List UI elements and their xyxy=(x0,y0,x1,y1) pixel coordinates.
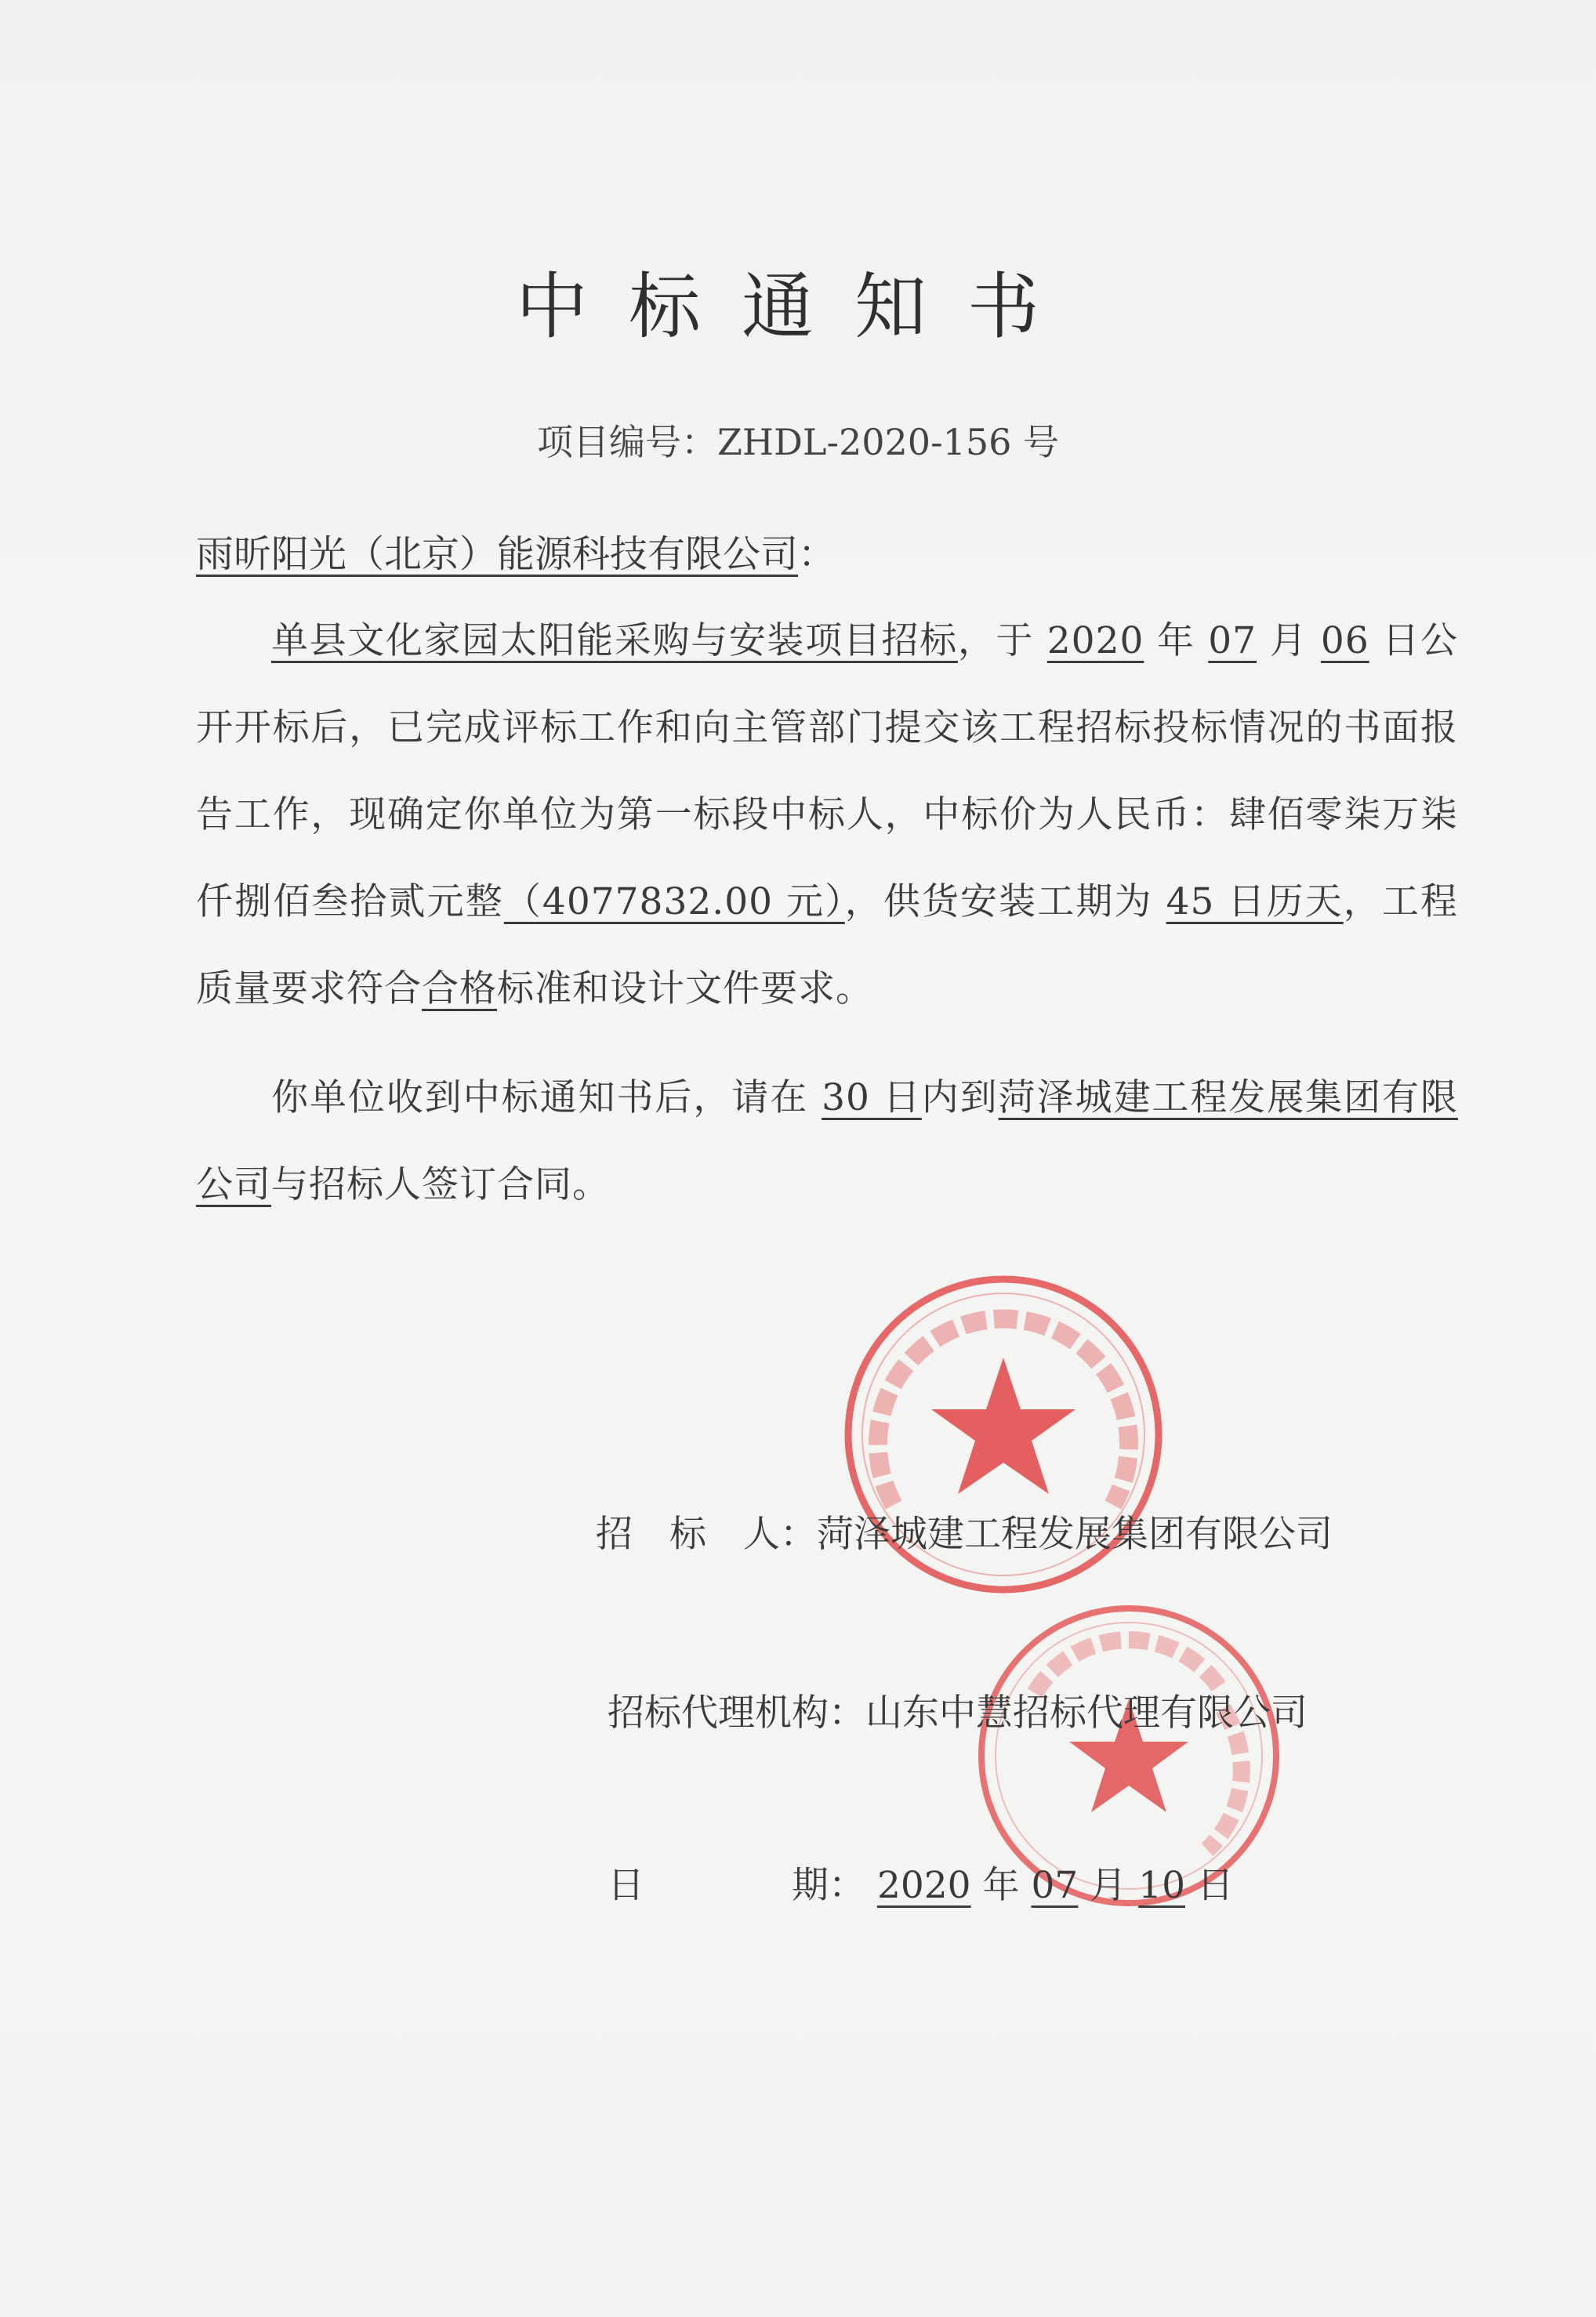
tenderer-label: 招 标 人： xyxy=(596,1513,817,1556)
agency-name: 山东中慧招标代理有限公司 xyxy=(865,1692,1308,1735)
text-fragment: 与招标人签订合同。 xyxy=(271,1163,610,1206)
project-number: 项目编号：ZHDL-2020-156 号 xyxy=(536,421,1060,463)
tenderer-row xyxy=(596,1505,1333,1557)
quality-requirement: 合格 xyxy=(422,967,497,1010)
project-name: 单县文化家园太阳能采购与安装项目招标 xyxy=(271,619,958,662)
text-fragment: 标准和设计文件要求。 xyxy=(497,967,873,1010)
text-fragment: 月 xyxy=(1078,1864,1139,1907)
document-title: 中标通知书 xyxy=(515,265,1080,349)
open-day: 06 xyxy=(1320,619,1369,662)
text-fragment: 日公开开标后，已完成评标工作和向主管部门提交该工程招标投标情况的书面报告工作，现确定你单位为第一标段中标人，中标价为人民币：肆佰零柒万柒仟捌佰叁拾贰元整 xyxy=(196,619,1458,923)
open-month: 07 xyxy=(1208,619,1257,662)
text-fragment: 内到 xyxy=(921,1076,999,1119)
addressee-name: 雨昕阳光（北京）能源科技有限公司 xyxy=(196,532,799,576)
date-row xyxy=(608,1856,1234,1909)
open-year: 2020 xyxy=(1046,619,1144,662)
date-month: 07 xyxy=(1031,1864,1079,1907)
agency-label: 招标代理机构： xyxy=(608,1692,865,1735)
tenderer-name: 菏泽城建工程发展集团有限公司 xyxy=(817,1513,1333,1556)
addressee-line xyxy=(196,524,836,578)
text-fragment: ，供货安装工期为 xyxy=(844,880,1166,923)
text-fragment: ，于 xyxy=(957,619,1047,662)
agency-row xyxy=(608,1684,1308,1736)
contract-days: 30 日 xyxy=(822,1076,922,1119)
text-fragment: 日 xyxy=(1184,1864,1234,1907)
contract-location: 菏泽城建工程发展集团有限公司 xyxy=(196,1076,1458,1206)
text-fragment: 月 xyxy=(1257,619,1321,662)
date-day: 10 xyxy=(1138,1864,1185,1907)
award-paragraph xyxy=(196,597,1458,1032)
text-fragment: 年 xyxy=(1144,619,1209,662)
addressee-colon: ： xyxy=(798,532,836,576)
date-label: 日 期： xyxy=(608,1864,865,1907)
text-fragment: ，工程质量要求符合 xyxy=(196,880,1459,1010)
date-year: 2020 xyxy=(876,1864,971,1907)
text-fragment: 你单位收到中标通知书后，请在 xyxy=(271,1076,822,1119)
text-fragment: 年 xyxy=(970,1864,1032,1907)
award-amount: （4077832.00 元） xyxy=(503,880,845,923)
construction-period: 45 日历天 xyxy=(1166,880,1344,923)
contract-paragraph xyxy=(196,1054,1458,1228)
